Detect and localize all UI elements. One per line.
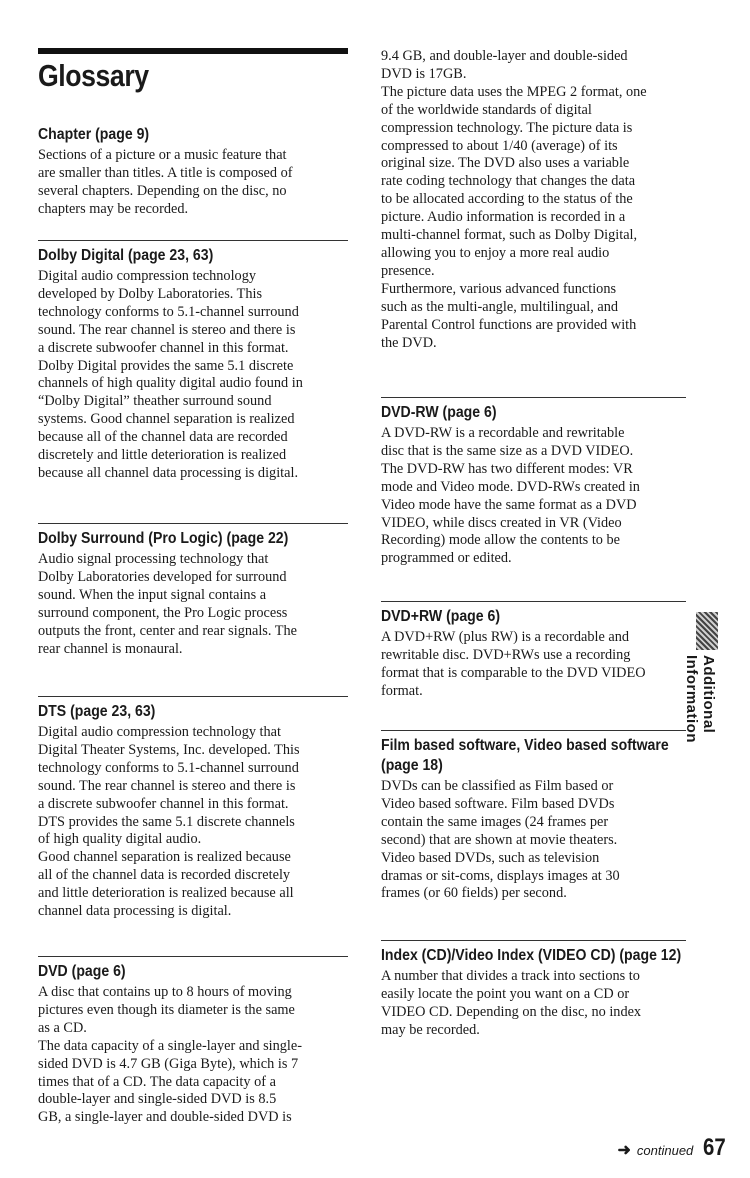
entry-dvd-plus-rw	[381, 601, 686, 701]
divider	[38, 956, 348, 957]
entry-dvd	[38, 956, 348, 1127]
divider	[38, 240, 348, 241]
entry-index	[381, 940, 686, 1040]
entry-text: Audio signal processing technology that Dolby Laboratories developed for surround sound. When the input signal contains a surround component, the Pro Logic process outputs the front, center and rear signals. The rear channel is monaural.	[38, 551, 297, 657]
divider	[381, 730, 686, 731]
entry-text: 9.4 GB, and double-layer and double-sided DVD is 17GB.	[381, 48, 628, 82]
entry-chapter	[38, 125, 348, 219]
page-title: Glossary	[38, 58, 149, 93]
continued-label: continued	[636, 1143, 694, 1158]
entry-term: DTS (page 23, 63)	[38, 703, 156, 720]
divider	[38, 696, 348, 697]
entry-dolby-surround	[38, 523, 348, 658]
entry-text: The data capacity of a single-layer and single- sided DVD is 4.7 GB (Giga Byte), which is 7 times that of a CD. The data capacity of a double-layer and single-sided DVD is 8.5 GB, a single-layer and double-sided DVD is	[38, 1037, 302, 1126]
entry-text: A DVD-RW is a recordable and rewritable disc that is the same size as a DVD VIDEO. The DVD-RW has two different modes: VR mode and Video mode. DVD-RWs created in Video mode have the same format as a DVD VIDEO, while discs created in VR (Video Recording) mode allow the contents to be programmed or edited.	[381, 425, 640, 567]
entry-text: DVDs can be classified as Film based or Video based software. Film based DVDs contain the same images (24 frames per second) that are shown at movie theaters. Video based DVDs, such as television dramas or sit-coms, displays images at 30 frames (or 60 fields) per second.	[381, 778, 620, 902]
page-number: 67	[703, 1134, 726, 1161]
divider	[381, 397, 686, 398]
entry-text: Good channel separation is realized because all of the channel data is recorded discretely and little deterioration is realized because all channel data processing is digital.	[38, 849, 294, 920]
entry-term: Index (CD)/Video Index (VIDEO CD) (page 12)	[381, 947, 682, 964]
entry-text: The picture data uses the MPEG 2 format, one of the worldwide standards of digital compression technology. The picture data is compressed to about 1/40 (average) of its original size. The DVD also uses a variable rate coding technology that changes the data to be allocated according to the status of the picture. Audio information is recorded in a multi-channel format, such as Dolby Digital, allowing you to enjoy a more real audio presence.	[381, 83, 647, 279]
entry-dts	[38, 696, 348, 921]
section-tab-label: Additional Information	[683, 655, 717, 743]
divider	[381, 601, 686, 602]
entry-text: A number that divides a track into sections to easily locate the point you want on a CD or VIDEO CD. Depending on the disc, no index may be recorded.	[381, 968, 642, 1038]
divider	[381, 940, 686, 941]
title-bar	[38, 48, 348, 54]
entry-text: Furthermore, various advanced functions such as the multi-angle, multilingual, and Parental Control functions are provided with the DVD.	[381, 280, 637, 351]
divider	[38, 523, 348, 524]
entry-term: Dolby Surround (Pro Logic) (page 22)	[38, 530, 289, 547]
entry-term: Chapter (page 9)	[38, 126, 150, 143]
entry-text: Digital audio compression technology that Digital Theater Systems, Inc. developed. This technology conforms to 5.1-channel surround sound. The rear channel is stereo and there is a discrete subwoofer channel in this format. DTS provides the same 5.1 discrete channels of high quality digital audio.	[38, 724, 300, 848]
entry-dolby-digital	[38, 240, 348, 483]
entry-term: DVD-RW (page 6)	[381, 404, 497, 421]
entry-term: Dolby Digital (page 23, 63)	[38, 247, 214, 264]
entry-term: DVD (page 6)	[38, 963, 126, 980]
entry-text: Sections of a picture or a music feature that are smaller than titles. A title is composed of several chapters. Depending on the disc, no chapters may be recorded.	[38, 147, 293, 217]
section-tab-marker	[696, 612, 718, 650]
page-footer	[618, 1134, 727, 1162]
entry-text: A DVD+RW (plus RW) is a recordable and rewritable disc. DVD+RWs use a recording format that is comparable to the DVD VIDEO format.	[381, 629, 646, 699]
entry-text: Digital audio compression technology developed by Dolby Laboratories. This technology conforms to 5.1-channel surround sound. The rear channel is stereo and there is a discrete subwoofer channel in this format. Dolby Digital provides the same 5.1 discrete channels of high quality digital audio found in “Dolby Digital” theather surround sound systems. Good channel separation is realized because all of the channel data are recorded discretely and little deterioration is realized because all channel data processing is digital.	[38, 268, 303, 481]
entry-film-video-based	[381, 730, 686, 903]
entry-text: A disc that contains up to 8 hours of moving pictures even though its diameter is the same as a CD.	[38, 984, 295, 1036]
entry-term: Film based software, Video based software (page 18)	[381, 737, 669, 774]
entry-term: DVD+RW (page 6)	[381, 608, 501, 625]
arrow-right-icon: ➜	[617, 1142, 631, 1159]
entry-dvd-continued	[381, 48, 686, 352]
entry-dvd-rw	[381, 397, 686, 568]
